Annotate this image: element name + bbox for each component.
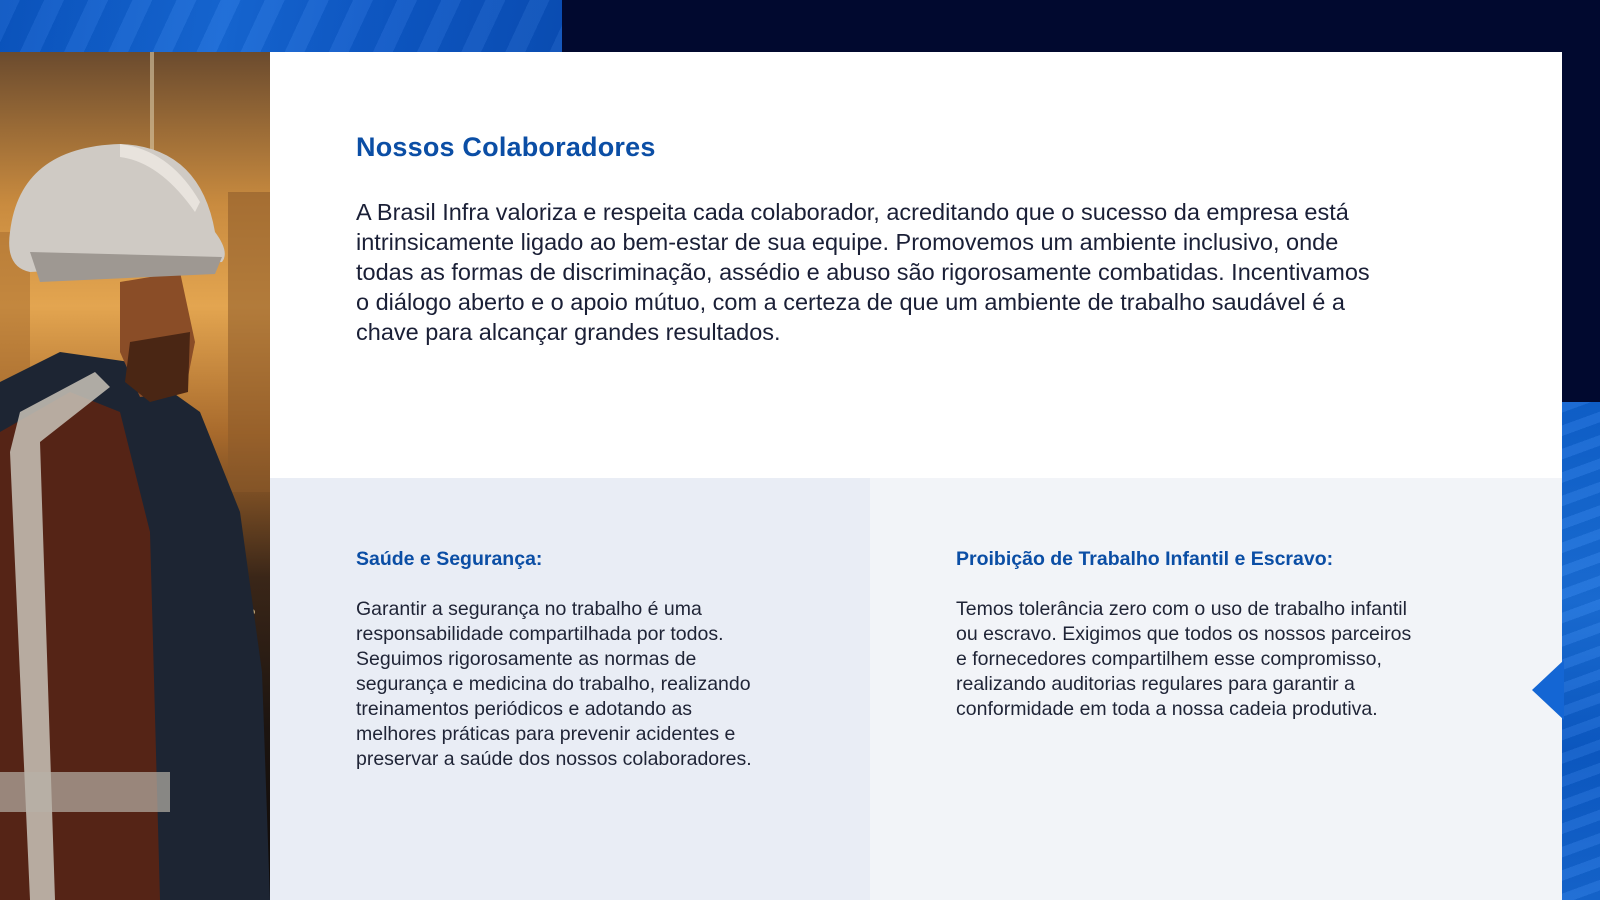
health-safety-text: Garantir a segurança no trabalho é uma responsabilidade compartilhada por todos. Seguimos rigorosamente as normas de segurança e medicina do trabalho, realizando treinamentos periódicos e adotando as melhores práticas para prevenir acidentes e preservar a saúde dos nossos colaboradores. (356, 598, 752, 770)
labor-prohibition-panel (870, 478, 1562, 900)
content-card (270, 52, 1562, 900)
top-navy-band (562, 0, 1600, 52)
top-decorative-band (0, 0, 562, 52)
health-safety-panel (270, 478, 870, 900)
arrow-marker-icon (1532, 660, 1564, 720)
page-title: Nossos Colaboradores (356, 132, 656, 162)
labor-prohibition-title: Proibição de Trabalho Infantil e Escravo: (956, 548, 1334, 570)
right-blue-strip (1562, 402, 1600, 900)
health-safety-title: Saúde e Segurança: (356, 548, 543, 570)
worker-illustration (0, 52, 270, 900)
labor-prohibition-text: Temos tolerância zero com o uso de trabalho infantil ou escravo. Exigimos que todos os nossos parceiros e fornecedores compartilhem esse compromisso, realizando auditorias regulares para garantir a conformidade em toda a nossa cadeia produtiva. (956, 598, 1412, 720)
intro-paragraph: A Brasil Infra valoriza e respeita cada colaborador, acreditando que o sucesso da empresa está intrinsicamente ligado ao bem-estar de sua equipe. Promovemos um ambiente inclusivo, onde todas as formas de discriminação, assédio e abuso são rigorosamente combatidas. Incentivamos o diálogo aberto e o apoio mútuo, com a certeza de que um ambiente de trabalho saudável é a chave para alcançar grandes resultados. (356, 199, 1370, 345)
worker-photo (0, 52, 270, 900)
right-navy-strip (1562, 52, 1600, 402)
intro-section (356, 132, 1376, 347)
